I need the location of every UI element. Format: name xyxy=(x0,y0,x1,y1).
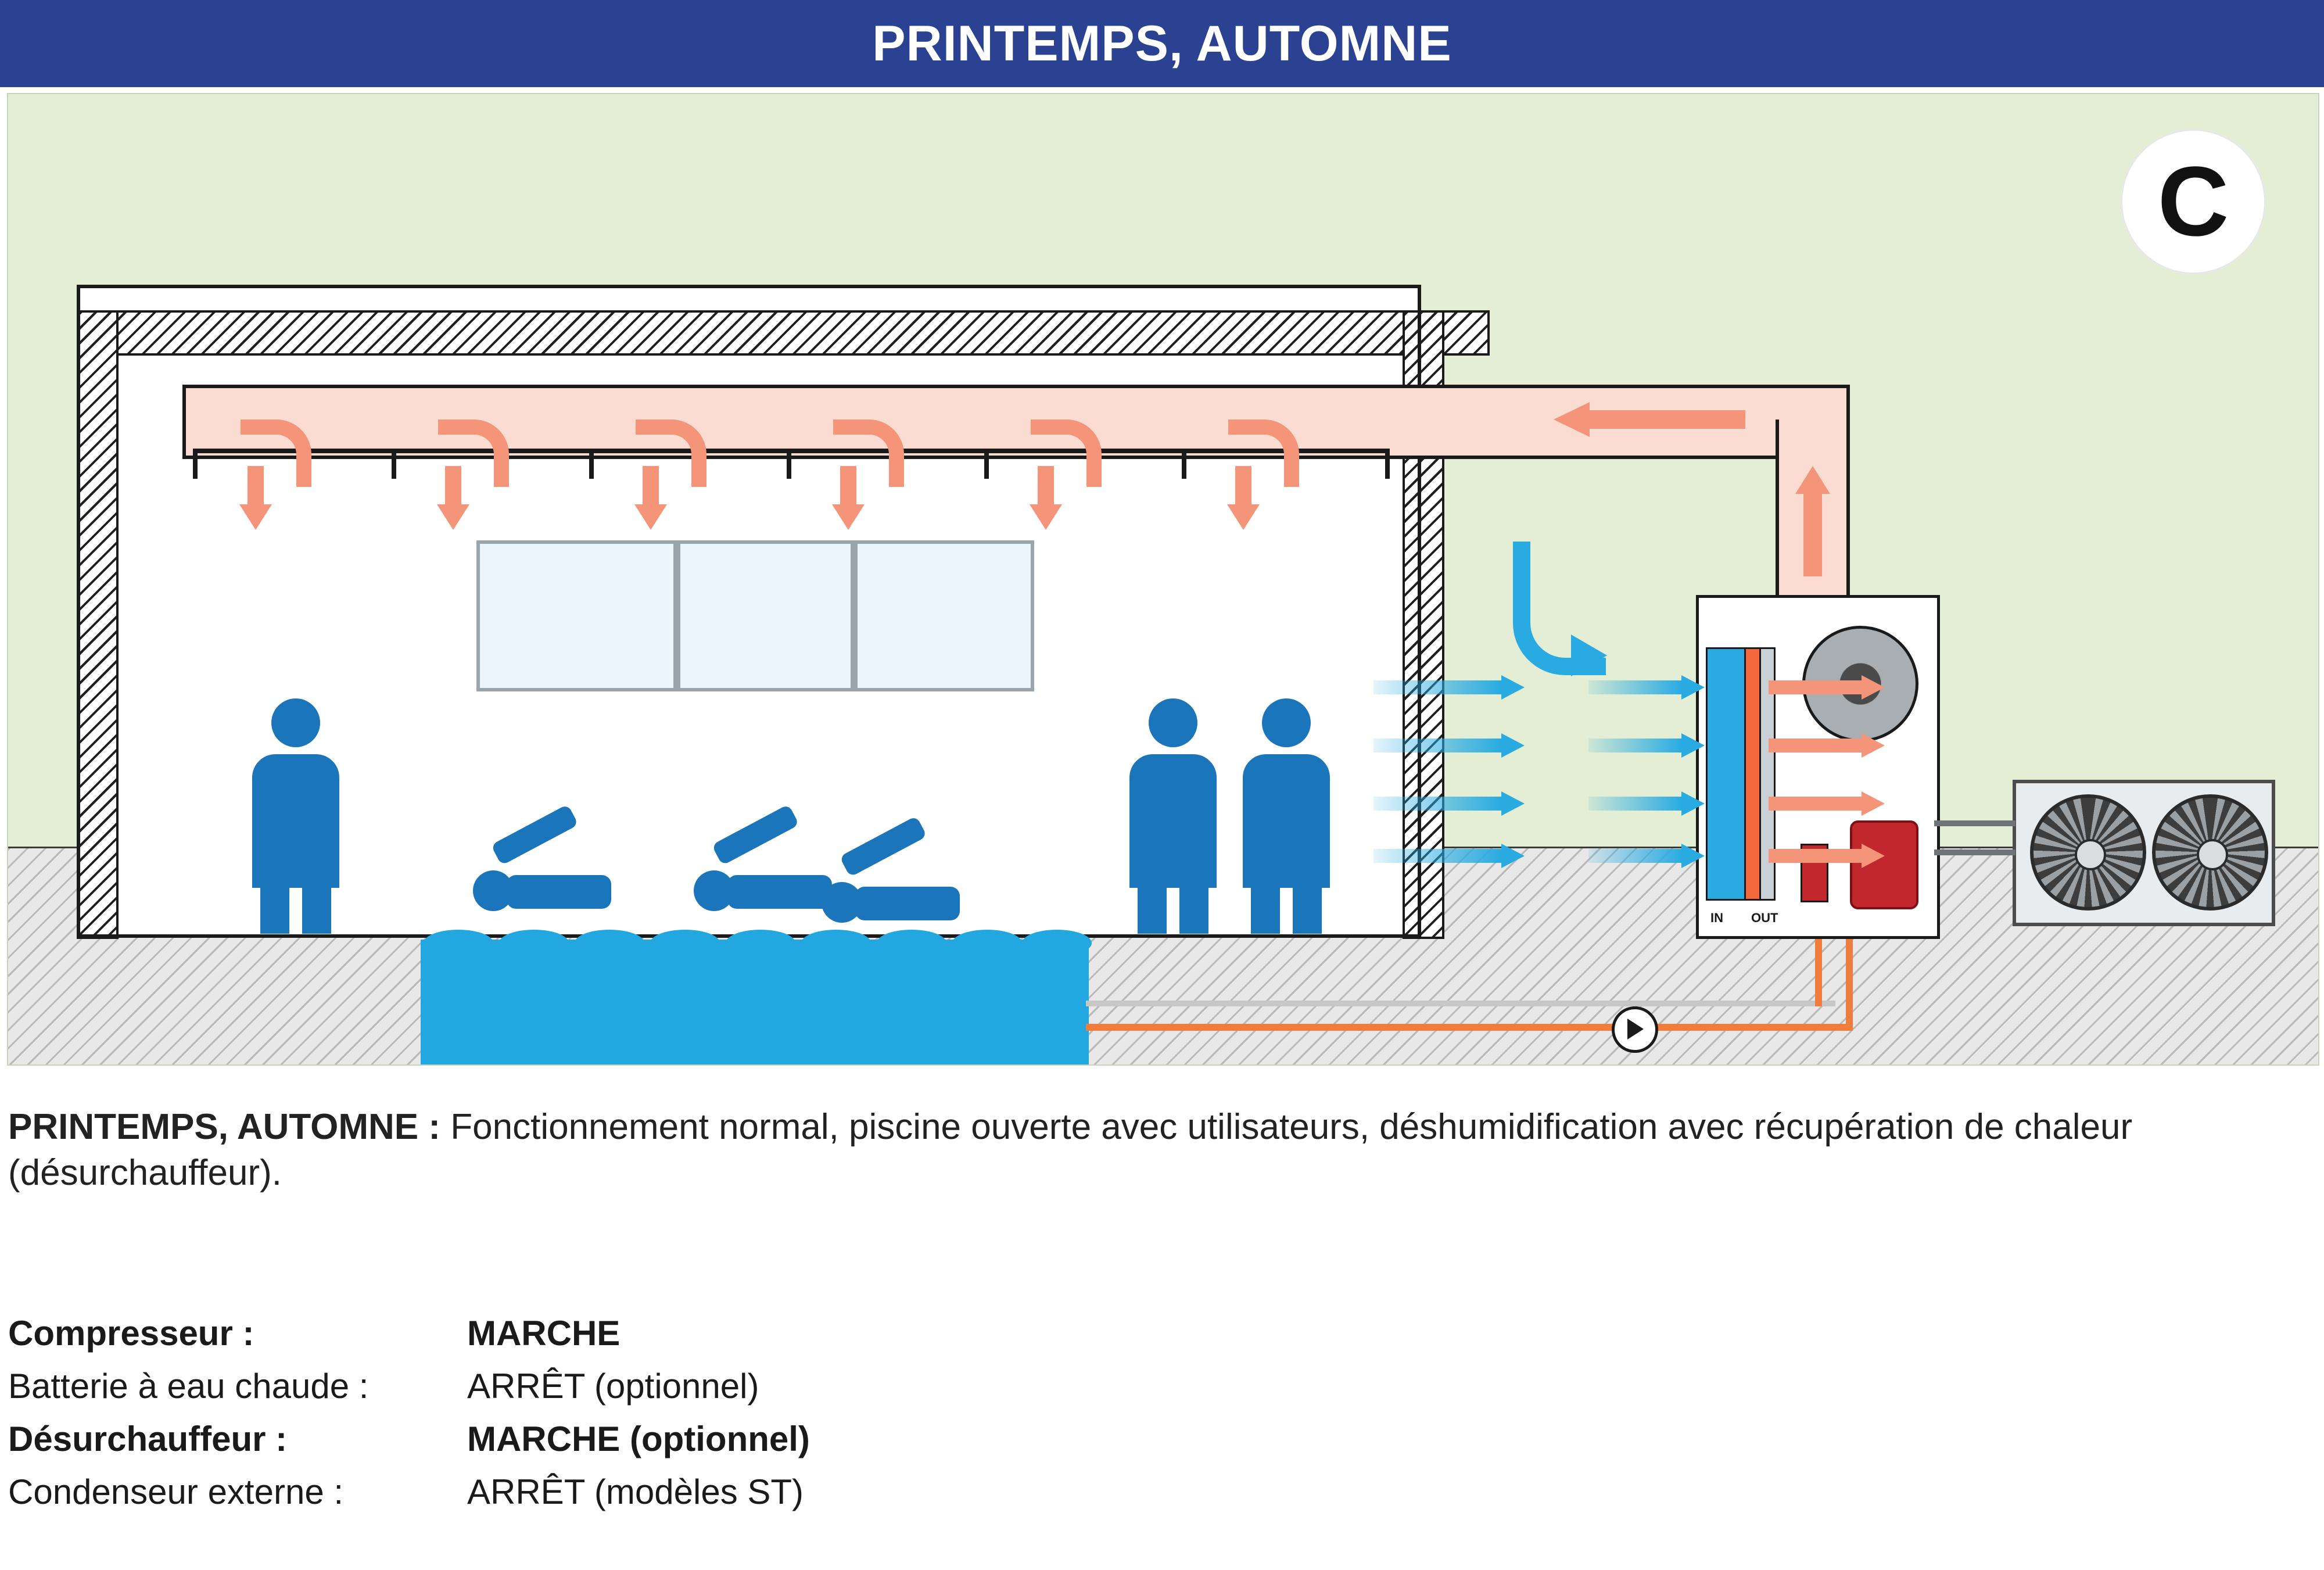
plenum-drop xyxy=(787,449,791,479)
return-air-arrow xyxy=(1554,402,1745,437)
swimmer xyxy=(822,855,967,931)
title-bar xyxy=(0,0,2324,87)
plenum-drop xyxy=(1385,449,1390,479)
coil-inlet-arrow xyxy=(1588,791,1705,816)
refrigerant-line xyxy=(1934,820,2015,826)
pool-water xyxy=(421,953,1089,1066)
status-row xyxy=(8,1472,1170,1512)
status-label: Désurchauffeur : xyxy=(8,1420,288,1458)
label-in: IN xyxy=(1710,911,1723,925)
refrigerant-line xyxy=(1934,849,2015,855)
status-label: Batterie à eau chaude : xyxy=(8,1367,369,1406)
pool-return-pipe xyxy=(1086,1024,1853,1031)
fresh-air-arrowhead xyxy=(1571,635,1607,676)
status-value: ARRÊT (optionnel) xyxy=(467,1367,759,1406)
caption xyxy=(8,1104,2262,1196)
scenario-badge xyxy=(2121,129,2266,274)
return-air-arrow-blue xyxy=(1373,844,1525,868)
window-pane xyxy=(854,540,1034,691)
caption-lead: PRINTEMPS, AUTOMNE : xyxy=(8,1107,441,1147)
status-label: Condenseur externe : xyxy=(8,1472,344,1511)
swimmer xyxy=(694,844,839,919)
person-standing xyxy=(252,698,339,934)
plenum-drop xyxy=(589,449,594,479)
condenser-fan xyxy=(2152,794,2268,911)
status-row xyxy=(8,1419,1170,1459)
coil-inlet-arrow xyxy=(1588,844,1705,868)
swimmer xyxy=(473,844,618,919)
warm-air-arrow xyxy=(1769,791,1885,816)
label-out: OUT xyxy=(1751,911,1778,925)
status-row xyxy=(8,1313,1170,1353)
person-standing xyxy=(1243,698,1330,934)
warm-air-arrow xyxy=(1769,675,1885,700)
caption-text: Fonctionnement normal, piscine ouverte avec utilisateurs, déshumidification avec récupération de chaleur (désurchauffeur). xyxy=(8,1107,2133,1193)
warm-air-arrow xyxy=(1769,844,1885,868)
status-value: MARCHE (optionnel) xyxy=(467,1420,810,1458)
illustration-panel xyxy=(7,93,2319,1066)
plenum-drop xyxy=(392,449,396,479)
status-list xyxy=(8,1313,1170,1525)
evaporator-coil xyxy=(1706,647,1748,901)
page-title: PRINTEMPS, AUTOMNE xyxy=(872,15,1452,71)
window-pane xyxy=(476,540,677,691)
return-air-arrow-blue xyxy=(1373,675,1525,700)
status-value: ARRÊT (modèles ST) xyxy=(467,1472,804,1511)
coil-inlet-arrow xyxy=(1588,733,1705,758)
plenum-drop xyxy=(984,449,989,479)
status-value: MARCHE xyxy=(467,1314,621,1353)
duct-up-arrow xyxy=(1795,466,1830,576)
scenario-letter: C xyxy=(2157,146,2229,257)
plenum-drop xyxy=(1182,449,1186,479)
coil-inlet-arrow xyxy=(1588,675,1705,700)
pool-supply-pipe xyxy=(1086,1001,1835,1006)
return-air-arrow-blue xyxy=(1373,791,1525,816)
status-row xyxy=(8,1366,1170,1406)
warm-air-arrow xyxy=(1769,733,1885,758)
circulation-pump-icon xyxy=(1612,1006,1658,1053)
condenser-fan xyxy=(2030,794,2146,911)
status-label: Compresseur : xyxy=(8,1314,254,1353)
return-air-arrow-blue xyxy=(1373,733,1525,758)
person-standing xyxy=(1129,698,1217,934)
supply-plenum xyxy=(193,449,1390,453)
window-pane xyxy=(677,540,854,691)
plenum-drop xyxy=(193,449,198,479)
